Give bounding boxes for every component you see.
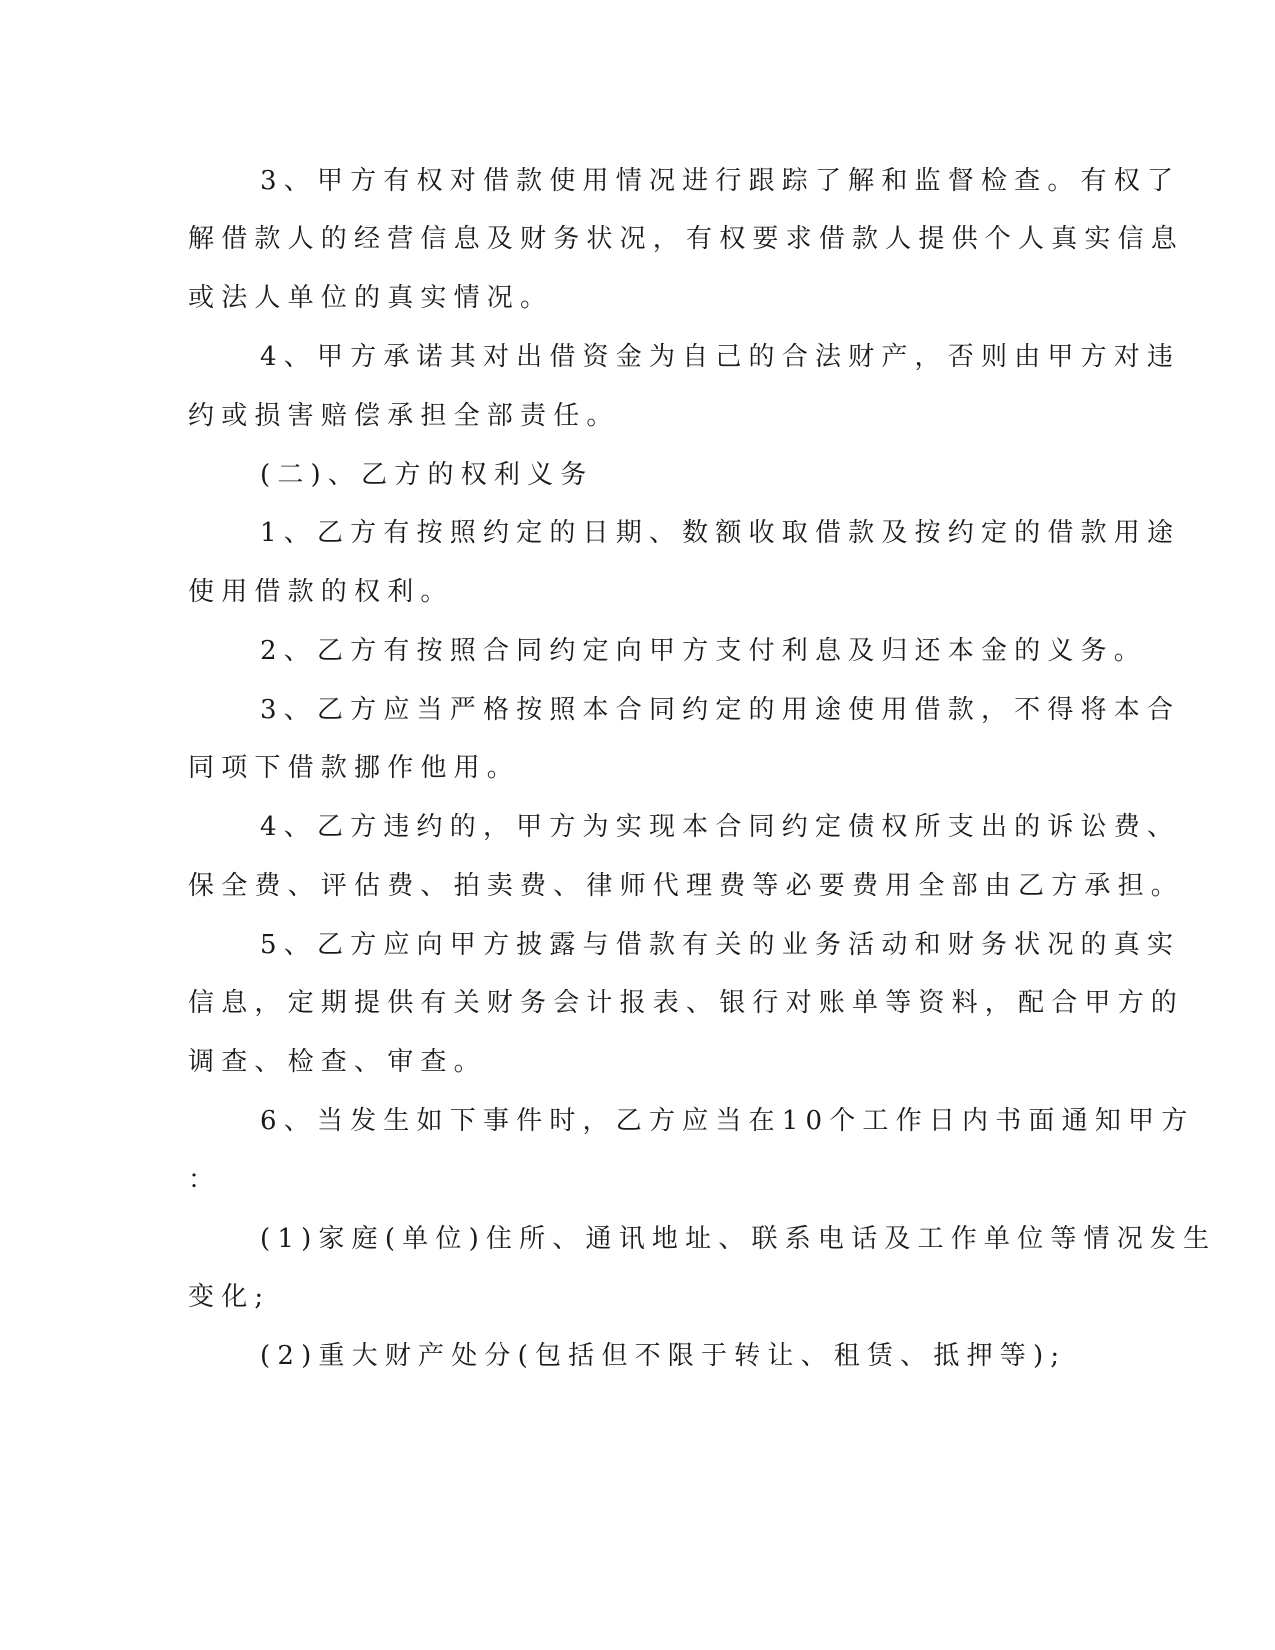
text-line: 解借款人的经营信息及财务状况，有权要求借款人提供个人真实信息: [188, 224, 1185, 254]
text-line: 3、甲方有权对借款使用情况进行跟踪了解和监督检查。有权了: [260, 166, 1181, 196]
text-line: ：: [188, 1165, 222, 1195]
list-item: (2)重大财产处分(包括但不限于转让、租赁、抵押等);: [260, 1341, 1067, 1371]
text-line: 约或损害赔偿承担全部责任。: [188, 401, 620, 431]
text-line: 变化;: [188, 1282, 271, 1312]
text-line: 2、乙方有按照合同约定向甲方支付利息及归还本金的义务。: [260, 636, 1147, 666]
text-line: 6、当发生如下事件时，乙方应当在10个工作日内书面通知甲方: [260, 1106, 1195, 1136]
text-line: 4、乙方违约的，甲方为实现本合同约定债权所支出的诉讼费、: [260, 812, 1181, 842]
text-line: 或法人单位的真实情况。: [188, 283, 554, 313]
text-line: 3、乙方应当严格按照本合同约定的用途使用借款，不得将本合: [260, 695, 1181, 725]
text-line: 1、乙方有按照约定的日期、数额收取借款及按约定的借款用途: [260, 518, 1181, 548]
text-line: 4、甲方承诺其对出借资金为自己的合法财产，否则由甲方对违: [260, 342, 1181, 372]
text-line: 信息，定期提供有关财务会计报表、银行对账单等资料，配合甲方的: [188, 988, 1185, 1018]
section-heading: (二)、乙方的权利义务: [260, 460, 594, 490]
list-item: (1)家庭(单位)住所、通讯地址、联系电话及工作单位等情况发生: [260, 1224, 1217, 1254]
text-line: 5、乙方应向甲方披露与借款有关的业务活动和财务状况的真实: [260, 930, 1181, 960]
text-line: 调查、检查、审查。: [188, 1047, 487, 1077]
text-line: 保全费、评估费、拍卖费、律师代理费等必要费用全部由乙方承担。: [188, 871, 1185, 901]
text-line: 同项下借款挪作他用。: [188, 753, 521, 783]
text-line: 使用借款的权利。: [188, 577, 454, 607]
